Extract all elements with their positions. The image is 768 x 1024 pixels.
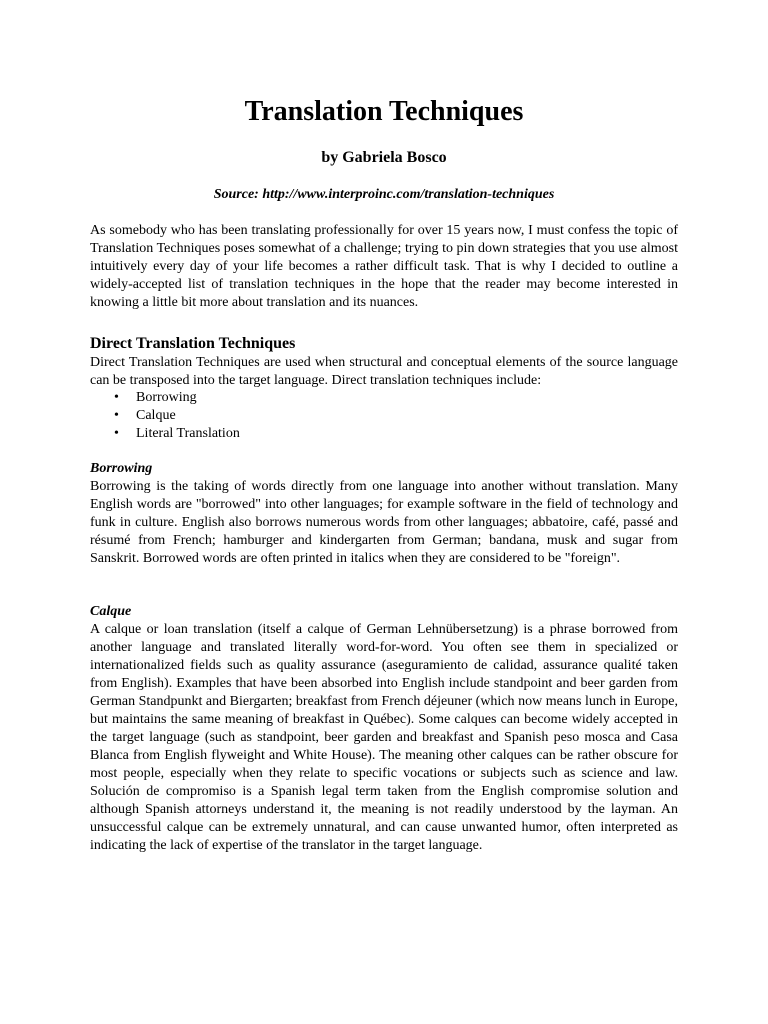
document-title: Translation Techniques xyxy=(244,96,524,127)
calque-paragraph: A calque or loan translation (itself a calque of German Lehnübersetzung) is a phrase borrowed from another language and translated literally word-for-word. You often see them in specialized or internationalized fields such as quality assurance (aseguramiento de calidad, assurance qualité taken from English). Examples that have been absorbed into English include standpoint and beer garden from German Standpunkt and Biergarten; breakfast from French déjeuner (which now means lunch in Europe, but maintains the same meaning of breakfast in Québec). Some calques can become widely accepted in the target language (such as standpoint, beer garden and breakfast and Spanish peso mosca and Casa Blanca from English flyweight and White House). The meaning other calques can be rather obscure for most people, especially when they relate to specific vocations or subjects such as science and law. Solución de compromiso is a Spanish legal term taken from the English compromise solution and although Spanish attorneys understand it, the meaning is not readily understood by the layman. An unsuccessful calque can be extremely unnatural, and can cause unwanted humor, often interpreted as indicating the lack of expertise of the translator in the target language. xyxy=(90,622,678,853)
list-item-label: Borrowing xyxy=(136,390,197,405)
bullet-icon: • xyxy=(114,408,119,423)
borrowing-paragraph: Borrowing is the taking of words directly from one language into another without translation. Many English words are "borrowed" into other languages; for example software in the field of technology and funk in culture. English also borrows numerous words from other languages; abbatoire, café, passé and résumé from French; hamburger and kindergarten from German; bandana, musk and sugar from Sanskrit. Borrowed words are often printed in italics when they are considered to be "foreign". xyxy=(90,479,678,566)
author-line: by Gabriela Bosco xyxy=(321,149,447,166)
list-item xyxy=(90,407,240,425)
intro-paragraph: As somebody who has been translating professionally for over 15 years now, I must confess the topic of Translation Techniques poses somewhat of a challenge; trying to pin down strategies that you use almost intuitively every day of your life becomes a rather difficult task. That is why I decided to outline a widely-accepted list of translation techniques in the hope that the reader may become interested in knowing a little bit more about translation and its nuances. xyxy=(90,223,678,310)
source-line: Source: http://www.interproinc.com/translation-techniques xyxy=(213,187,555,202)
list-item-label: Calque xyxy=(136,408,176,423)
bullet-icon: • xyxy=(114,426,119,441)
bullet-icon: • xyxy=(114,390,119,405)
list-item-label: Literal Translation xyxy=(136,426,240,441)
borrowing-heading: Borrowing xyxy=(90,461,153,476)
calque-heading: Calque xyxy=(90,604,132,619)
list-item xyxy=(90,389,240,407)
direct-techniques-heading: Direct Translation Techniques xyxy=(90,335,296,352)
direct-techniques-paragraph: Direct Translation Techniques are used when structural and conceptual elements of the source language can be transposed into the target language. Direct translation techniques include: xyxy=(90,355,678,388)
techniques-list xyxy=(90,389,240,443)
list-item xyxy=(90,425,240,443)
